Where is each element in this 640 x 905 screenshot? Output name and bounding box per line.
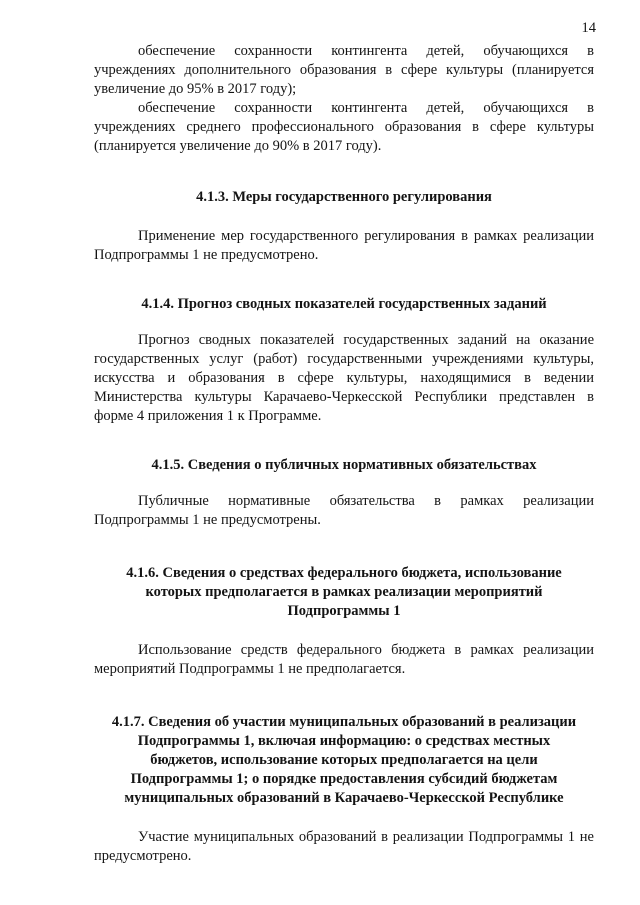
section-4-1-7-body: Участие муниципальных образований в реализации Подпрограммы 1 не предусмотрено. bbox=[94, 829, 594, 864]
heading-line: бюджетов, использование которых предполагается на цели bbox=[150, 752, 538, 768]
section-4-1-5-body: Публичные нормативные обязательства в рамках реализации Подпрограммы 1 не предусмотрены. bbox=[94, 493, 594, 528]
page-body bbox=[94, 42, 594, 866]
section-4-1-5-heading bbox=[94, 456, 594, 475]
section-4-1-6-body: Использование средств федерального бюджета в рамках реализации мероприятий Подпрограммы 1 не предполагается. bbox=[94, 642, 594, 677]
intro-paragraph-1: обеспечение сохранности контингента детей, обучающихся в учреждениях дополнительного образования в сфере культуры (планируется увеличение до 95% в 2017 году); bbox=[94, 43, 594, 97]
section-4-1-3-body: Применение мер государственного регулирования в рамках реализации Подпрограммы 1 не предусмотрено. bbox=[94, 228, 594, 263]
section-4-1-4-body: Прогноз сводных показателей государственных заданий на оказание государственных услуг (работ) государственными учреждениями культуры, искусства и образования в сфере культуры, находящимися в ведении Министерства культуры Карачаево-Черкесской Республики представлен в форме 4 приложения 1 к Программе. bbox=[94, 332, 594, 424]
section-4-1-7-heading bbox=[94, 713, 594, 808]
heading-line: 4.1.3. Меры государственного регулирования bbox=[196, 189, 492, 205]
heading-line: Подпрограммы 1; о порядке предоставления субсидий бюджетам bbox=[130, 771, 558, 787]
heading-line: Подпрограммы 1 bbox=[287, 603, 401, 619]
page-number: 14 bbox=[581, 20, 596, 36]
heading-line: 4.1.6. Сведения о средствах федерального бюджета, использование bbox=[126, 565, 562, 581]
heading-line: муниципальных образований в Карачаево-Черкесской Республике bbox=[124, 790, 564, 806]
intro-paragraph-2: обеспечение сохранности контингента детей, обучающихся в учреждениях среднего профессионального образования в сфере культуры (планируется увеличение до 90% в 2017 году). bbox=[94, 100, 594, 154]
section-4-1-6-heading bbox=[94, 564, 594, 621]
section-4-1-3-heading bbox=[94, 188, 594, 207]
heading-line: которых предполагается в рамках реализации мероприятий bbox=[145, 584, 543, 600]
section-4-1-4-heading bbox=[94, 295, 594, 314]
heading-line: 4.1.4. Прогноз сводных показателей государственных заданий bbox=[141, 296, 547, 312]
heading-line: 4.1.7. Сведения об участии муниципальных образований в реализации bbox=[111, 714, 577, 730]
heading-line: Подпрограммы 1, включая информацию: о средствах местных bbox=[137, 733, 551, 749]
heading-line: 4.1.5. Сведения о публичных нормативных обязательствах bbox=[151, 457, 537, 473]
